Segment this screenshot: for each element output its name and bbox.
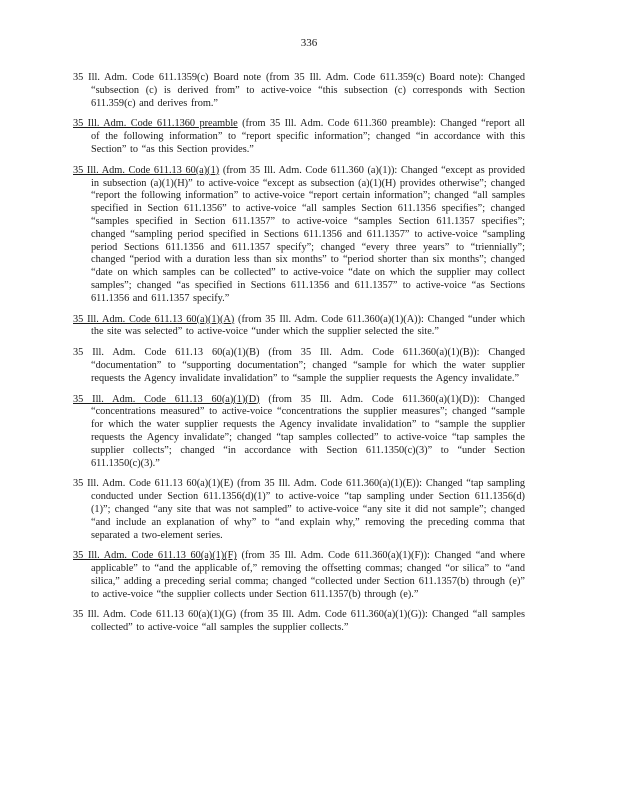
entry-citation: 35 Ill. Adm. Code 611.13 60(a)(1)(B) xyxy=(73,347,260,359)
entry-body: (from 35 Ill. Adm. Code 611.360(a)(1)(E)): Changed “tap sampling conducted under Section 611.1356(d)(1)” to active-voice “tap sampling under Section 611.1356(d)(1)”; changed “any site that was not sampled” to active-voice “any site it did not sample”; changed “and include an explanation of why” to “and explain why,” removing the preceding comma that separated a two-element series. xyxy=(91,478,525,541)
entry-body: (from 35 Ill. Adm. Code 611.360(a)(1)(A)): Changed “under which the site was selected” to active-voice “under which the supplier selected the site.” xyxy=(91,313,526,338)
note-entry xyxy=(73,550,525,601)
entry-citation: 35 Ill. Adm. Code 611.13 60(a)(1)(A) xyxy=(73,313,235,325)
note-entry xyxy=(73,478,525,542)
note-entry xyxy=(73,394,525,471)
entry-citation: 35 Ill. Adm. Code 611.13 60(a)(1)(E) xyxy=(73,478,234,490)
note-entry xyxy=(73,314,525,340)
entry-citation: 35 Ill. Adm. Code 611.13 60(a)(1)(D) xyxy=(73,393,260,405)
entry-body: (from 35 Ill. Adm. Code 611.360(a)(1)(D)): Changed “concentrations measured” to active-voice “concentrations the supplier measures”; changed “sample for which the water supplier requests the Agency invalidate invalidation” to “sample the supplier requests the Agency invalidate”; changed “tap samples collected” to active-voice “tap samples the supplier collects”; changed “in accordance with Section 611.1350(c)(3)” to “under Section 611.1350(c)(3).” xyxy=(91,393,526,469)
entry-body: (from 35 Ill. Adm. Code 611.360 (a)(1)): Changed “except as provided in subsection (a)(1)(H)” to active-voice “except as subsection (a)(1)(H) provides otherwise”; changed “report the following information” to active-voice “report certain information”; changed “all samples specified in Section 611.1356” to active-voice “all samples Section 611.1356 specifies”; changed “samples specified in Section 611.1357” to active-voice “samples Section 611.1357 specifies”; changed “sampling period specified in Sections 611.1356 and 611.1357” to active-voice “sampling period Sections 611.1356 and 611.1357 specify”; changed “every three years” to “triennially”; changed “period with a duration less than six months” to “period shorter than six months”; changed “date on which samples can be collected” to active-voice “date on which the supplier may collect samples”; changed “as specified in Sections 611.1356 and 611.1357” to active-voice “as Sections 611.1356 and 611.1357 specify.” xyxy=(91,164,525,304)
entry-citation: 35 Ill. Adm. Code 611.13 60(a)(1)(G) xyxy=(73,609,237,621)
entry-citation: 35 Ill. Adm. Code 611.13 60(a)(1) xyxy=(73,164,220,176)
page-number: 336 xyxy=(300,37,318,49)
entry-body: (from 35 Ill. Adm. Code 611.360(a)(1)(B)): Changed “documentation” to “supporting documentation”; changed “sample for which the water supplier requests the Agency invalidate invalidation” to “sample the supplier requests the Agency invalidate.” xyxy=(91,347,526,384)
entry-body: Board note (from 35 Ill. Adm. Code 611.359(c) Board note): Changed “subsection (c) is derived from” to active-voice “this subsection (c) corresponds with Section 611.359(c) and derives from.” xyxy=(91,72,526,109)
note-entry xyxy=(73,347,525,385)
entry-citation: 35 Ill. Adm. Code 611.1359(c) xyxy=(73,72,209,83)
note-entry xyxy=(73,609,525,635)
note-entry xyxy=(73,165,525,306)
note-entry xyxy=(73,118,525,156)
note-entry xyxy=(73,72,525,110)
entry-citation: 35 Ill. Adm. Code 611.1360 preamble xyxy=(73,118,238,130)
entry-body: (from 35 Ill. Adm. Code 611.360(a)(1)(G)): Changed “all samples collected” to active-voice “all samples the supplier collects.” xyxy=(91,609,525,634)
notes-list xyxy=(73,72,525,643)
entry-citation: 35 Ill. Adm. Code 611.13 60(a)(1)(F) xyxy=(73,550,237,562)
entry-body: (from 35 Ill. Adm. Code 611.360(a)(1)(F)): Changed “and where applicable” to “and the applicable of,” removing the offsetting commas; changed “or silica” to “and silica,” adding a preceding serial comma; changed “collected under Section 611.1357(b) through (e)” to active-voice “the supplier collects under Section 611.1357(b) through (e).” xyxy=(91,550,526,600)
entry-body: (from 35 Ill. Adm. Code 611.360 preamble): Changed “report all of the following information” to “report specific information”; changed “in accordance with this Section” to “as this Section provides.” xyxy=(91,118,525,155)
